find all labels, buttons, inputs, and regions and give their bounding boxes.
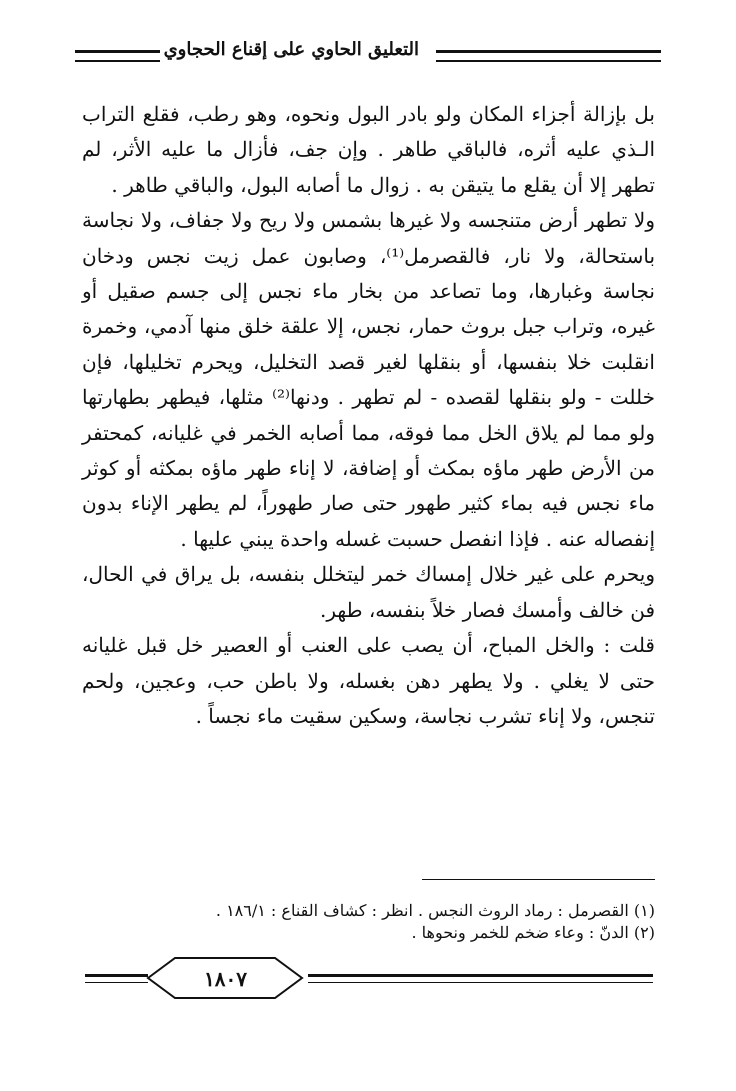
page-number: ١٨٠٧ — [204, 967, 247, 991]
paragraph-4: قلت : والخل المباح، أن يصب على العنب أو العصير خل قبل غليانه حتى لا يغلي . ولا يطهر دهن بغسله، ولا باطن حب، وعجين، ولحم تنجس، ولا إناء تشرب نجاسة، وسكين سقيت ماء نجساً . — [82, 633, 655, 728]
footnote-2: (٢) الدنّ : وعاء ضخم للخمر ونحوها . — [411, 923, 655, 942]
page-footer — [85, 955, 653, 1001]
header-title: التعليق الحاوي على إقناع الحجاوي — [163, 39, 419, 60]
paragraph-2: ولا تطهر أرض متنجسه ولا غيرها بشمس ولا ريح ولا جفاف، ولا نجاسة باستحالة، ولا نار، فالقصرمل⁽¹⁾، وصابون عمل زيت نجس ودخان نجاسة وغبارها، وما تصاعد من بخار ماء نجس إلى جسم صقيل أو غيره، وتراب جبل بروث حمار، نجس، إلا علقة خلق منها آدمي، وخمرة انقلبت خلا بنفسها، أو بنقلها لغير قصد التخليل، ويحرم تخليلها، فإن خللت - ولو بنقلها لقصده - لم تطهر . ودنها⁽²⁾ مثلها، فيطهر بطهارتها ولو مما لم يلاق الخل مما فوقه، مما أصابه الخمر في غليانه، كمحتفر من الأرض طهر ماؤه بمكث أو إضافة، لا إناء طهر ماؤه بمكثه أو كوثر ماء نجس فيه بماء كثير طهور حتى صار طهوراً، لم يطهر الإناء بدون إنفصاله عنه . فإذا انفصل حسبت غسله واحدة يبني عليها . — [82, 208, 656, 551]
paragraph-1: بل بإزالة أجزاء المكان ولو بادر البول ونحوه، وهو رطب، فقلع التراب الـذي عليه أثره، فالباقي طاهر . وإن جف، فأزال ما عليه الأثر، لم تطهر إلا أن يقلع ما يتيقن به . زوال ما أصابه البول، والباقي طاهر . — [82, 102, 655, 197]
footnotes — [160, 900, 655, 944]
footer-rule-left — [85, 974, 148, 983]
running-header — [75, 40, 661, 70]
paragraph-3: ويحرم على غير خلال إمساك خمر ليتخلل بنفسه، بل يراق في الحال، فن خالف وأمسك فصار خلاً بنفسه، طهر. — [82, 562, 655, 622]
header-rule-right — [436, 50, 661, 62]
footer-rule-right — [308, 974, 653, 983]
footnote-separator — [422, 879, 655, 880]
main-text — [82, 97, 655, 734]
header-rule-left — [75, 50, 160, 62]
footnote-1: (١) القصرمل : رماد الروث النجس . انظر : كشاف القناع : ١٨٦/١ . — [215, 901, 655, 920]
